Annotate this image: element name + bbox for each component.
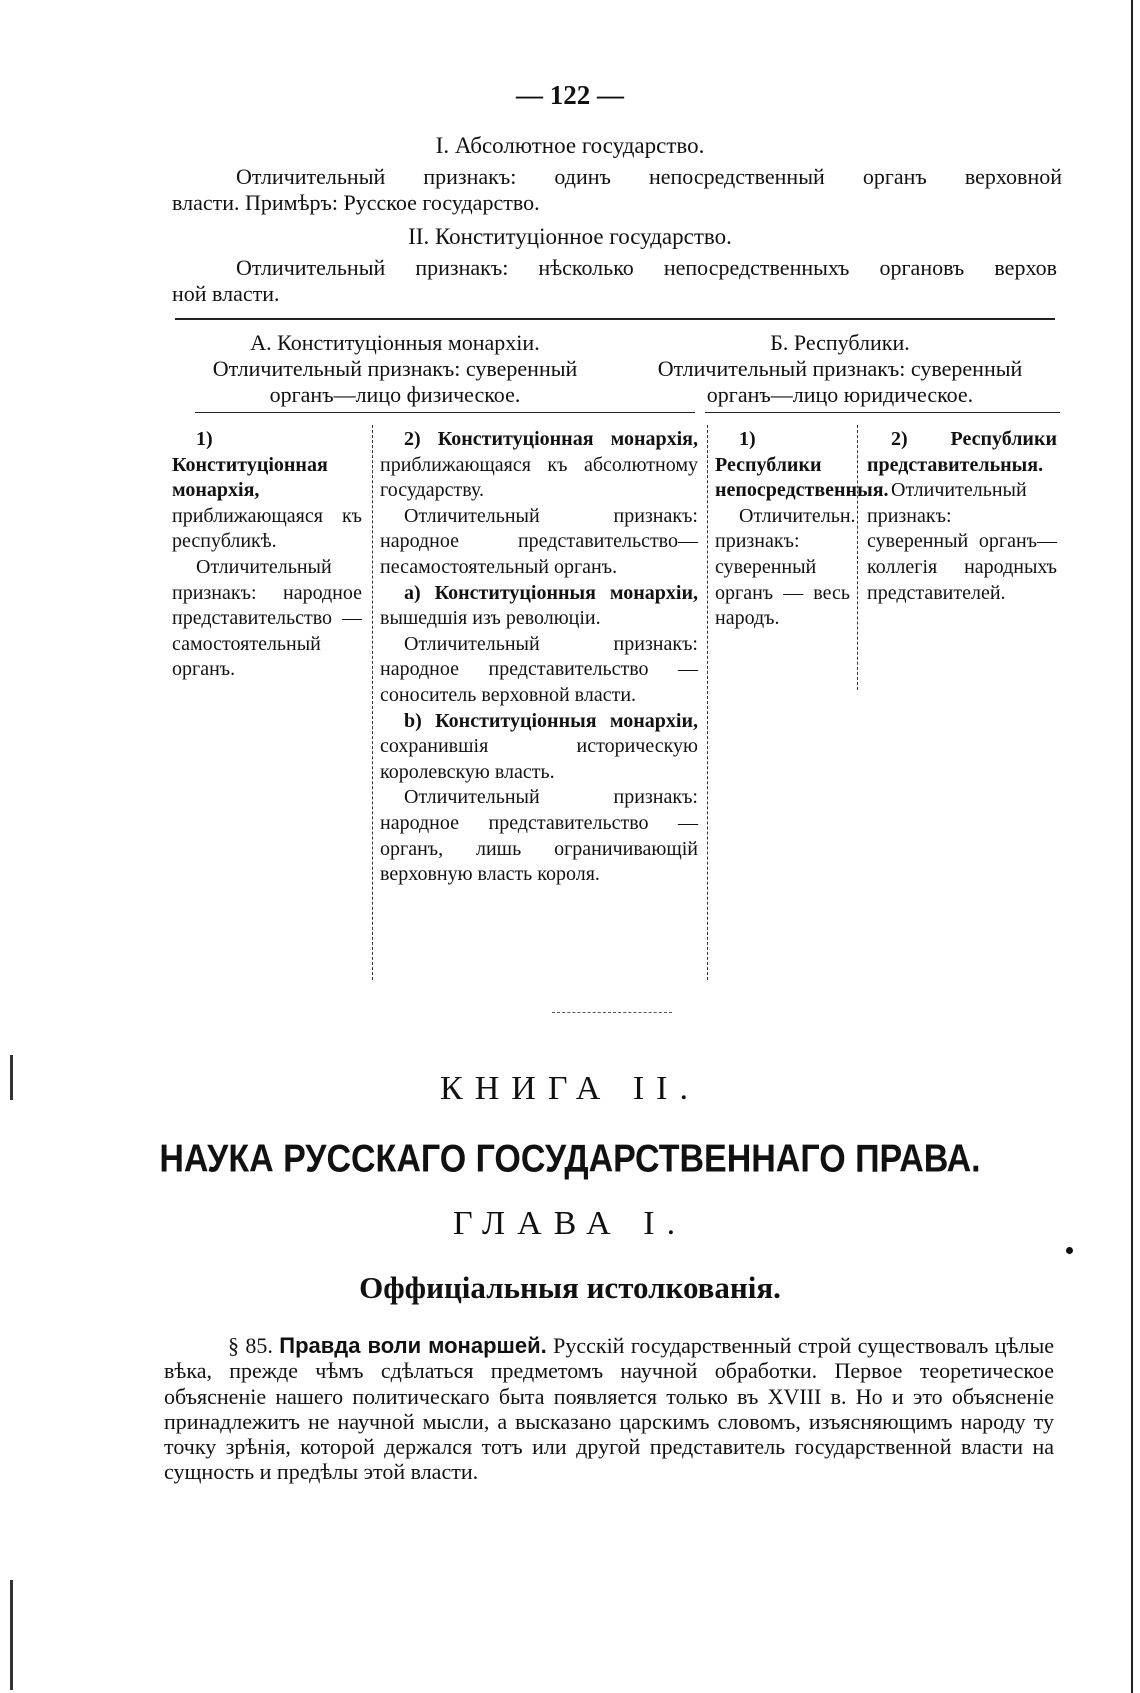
page-edge <box>1131 0 1133 1693</box>
absolute-state-text: Отличительный признакъ: одинъ непосредственный органъ верховной власти. Примѣръ: Русское государство. <box>172 164 1062 215</box>
section-divider <box>552 1012 672 1013</box>
column-3: 1) Республики непосредственныя. Отличительн. признакъ: суверенный органъ — весь народъ. <box>715 428 889 630</box>
section-text: Русскій государственный строй существовалъ цѣлые вѣка, прежде чѣмъ сдѣлаться предметомъ научной обработки. Первое теоретическое объясненіе нашего политическаго быта появляется только въ XVIII в. Но и это объясненіе принадлежитъ не научной мысли, а высказано царскимъ словомъ, изъясняющимъ народу ту точку зрѣнія, которой держался тотъ или другой представитель государственной власти на сущность и предѣлы этой власти. <box>164 1333 1054 1485</box>
division-rule <box>175 318 1055 320</box>
book-label: КНИГА II. <box>440 1070 700 1107</box>
absolute-state-title: I. Абсолютное государство. <box>435 133 705 158</box>
ink-dot <box>1066 1247 1073 1254</box>
column-separator <box>857 425 858 690</box>
branch-b-rule <box>705 412 1060 413</box>
chapter-title: Оффиціальныя истолкованія. <box>359 1270 781 1305</box>
column-separator <box>707 425 708 980</box>
column-2: 2) Конституціонная монархія, приближающаяся къ абсолютному государству. Отличительный признакъ: народное представительство—песамостоятельный органъ. a) Конституціонныя монархіи, вышедшія изъ революціи. Отличительный признакъ: народное представительство —соноситель верховной власти. b) Конституціонныя монархіи, сохранившія историческую королевскую власть. Отличительный признакъ: народное представительство —органъ, лишь ограничивающій верховную власть короля. <box>380 428 698 886</box>
scan-mark <box>10 1580 13 1690</box>
column-separator <box>372 425 373 980</box>
constitutional-state-title: II. Конституціонное государство. <box>408 224 732 249</box>
column-1: 1) Конституціонная монархія, приближающаяся къ республикѣ. Отличительный признакъ: народное представительство — самостоятельный органъ. <box>172 428 362 681</box>
constitutional-state-text: Отличительный признакъ: нѣсколько непосредственныхъ органовъ верхов ной власти. <box>172 255 1057 306</box>
section-85-paragraph <box>164 1333 1054 1485</box>
branch-a: А. Конституціонныя монархіи. Отличительный признакъ: суверенный органъ—лицо физическое. <box>212 330 578 407</box>
chapter-label: ГЛАВА I. <box>452 1205 688 1242</box>
column-4: 2) Республики представительныя. Отличительный признакъ: суверенный органъ—коллегія народныхъ представителей. <box>867 428 1057 604</box>
page-number: — 122 — <box>516 80 624 110</box>
book-title: НАУКА РУССКАГО ГОСУДАРСТВЕННАГО ПРАВА. <box>159 1137 981 1181</box>
branch-a-rule <box>195 412 695 413</box>
section-number: § 85. <box>228 1333 273 1358</box>
branch-b: Б. Республики. Отличительный признакъ: суверенный органъ—лицо юридическое. <box>657 330 1023 407</box>
section-heading: Правда воли монаршей. <box>279 1333 547 1358</box>
